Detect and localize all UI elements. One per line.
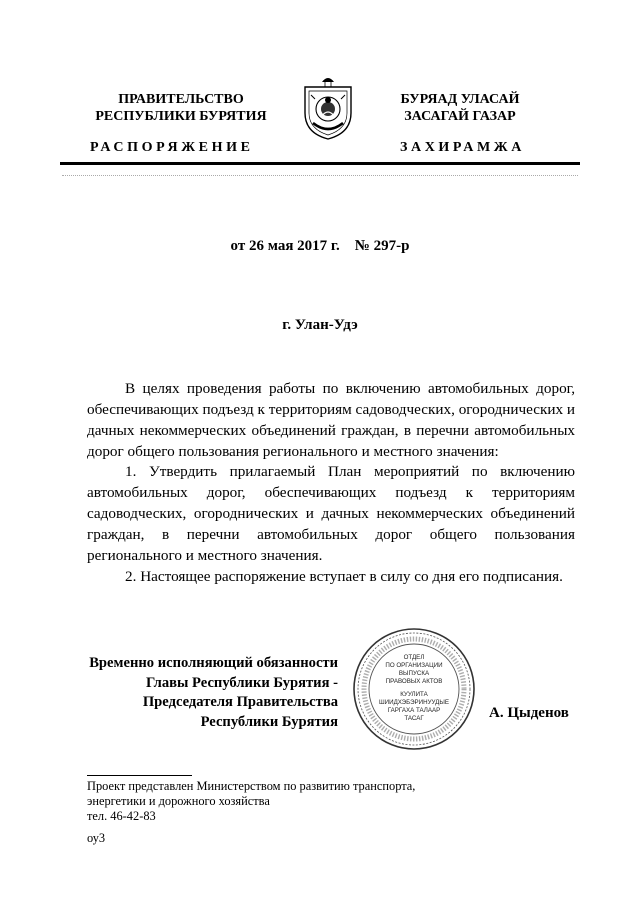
signatory-title-line-1: Временно исполняющий обязанности (89, 655, 338, 671)
header-right-line-2: ЗАСАГАЙ ГАЗАР (404, 109, 516, 124)
signatory-name: А. Цыденов (489, 705, 569, 721)
seal-text-line: КУУЛИТА (400, 691, 428, 698)
seal-text-line: ШИИДХЭБЭРИНУУДЫЕ (379, 699, 449, 706)
footnote-divider (87, 775, 192, 776)
signatory-title-line-4: Республики Бурятия (200, 713, 338, 730)
header-dotted-divider (62, 175, 578, 176)
clause-2-paragraph: 2. Настоящее распоряжение вступает в силу со дня его подписания. (125, 568, 563, 585)
document-type-title: РАСПОРЯЖЕНИЕ (90, 140, 254, 155)
document-city: г. Улан-Удэ (282, 317, 358, 333)
signatory-title-line-3: Председателя Правительства (142, 694, 338, 710)
footnote (87, 779, 507, 824)
coat-of-arms-icon (300, 73, 356, 141)
signatory-title-line-2: Главы Республики Бурятия - (146, 674, 338, 691)
seal-text-line: ГАРГАХА ТАЛААР (387, 707, 441, 714)
document-date-number: от 26 мая 2017 г. № 297-р (230, 238, 410, 254)
official-seal-stamp (350, 626, 478, 752)
clause-1-paragraph: 1. Утвердить прилагаемый План мероприятий по включению автомобильных дорог, обеспечивающих подъезд к территориям садоводческих, огороднических и дачных некоммерческих объединений граждан, в перечни автомобильных дорог общего пользования регионального и местного значения. (87, 463, 575, 564)
seal-text-line: ПРАВОВЫХ АКТОВ (385, 678, 443, 685)
header-left-line-2: РЕСПУБЛИКИ БУРЯТИЯ (95, 109, 267, 124)
header-left-org-name (92, 91, 270, 125)
seal-text-line: ВЫПУСКА (398, 670, 430, 677)
footnote-phone: тел. 46-42-83 (87, 809, 156, 823)
header-left-line-1: ПРАВИТЕЛЬСТВО (118, 92, 244, 107)
footnote-line-1: Проект представлен Министерством по развитию транспорта, (87, 779, 416, 793)
header-right-org-name (382, 91, 538, 125)
header-right-line-1: БУРЯАД УЛАСАЙ (400, 92, 520, 107)
seal-text-line: ОТДЕЛ (403, 654, 425, 661)
header-divider (60, 162, 580, 165)
document-type-title-buryat: ЗАХИРАМЖА (400, 140, 525, 155)
preamble-paragraph: В целях проведения работы по включению автомобильных дорог, обеспечивающих подъезд к территориям садоводческих, огороднических и дачных некоммерческих объединений граждан, в перечни автомобильных дорог общего пользования регионального и местного значения: (87, 380, 575, 460)
document-code: оу3 (87, 831, 106, 845)
seal-text-line: ПО ОРГАНИЗАЦИИ (385, 662, 443, 669)
seal-text-line: ТАСАГ (404, 715, 424, 722)
footnote-line-2: энергетики и дорожного хозяйства (87, 794, 270, 808)
signatory-title (70, 654, 338, 732)
